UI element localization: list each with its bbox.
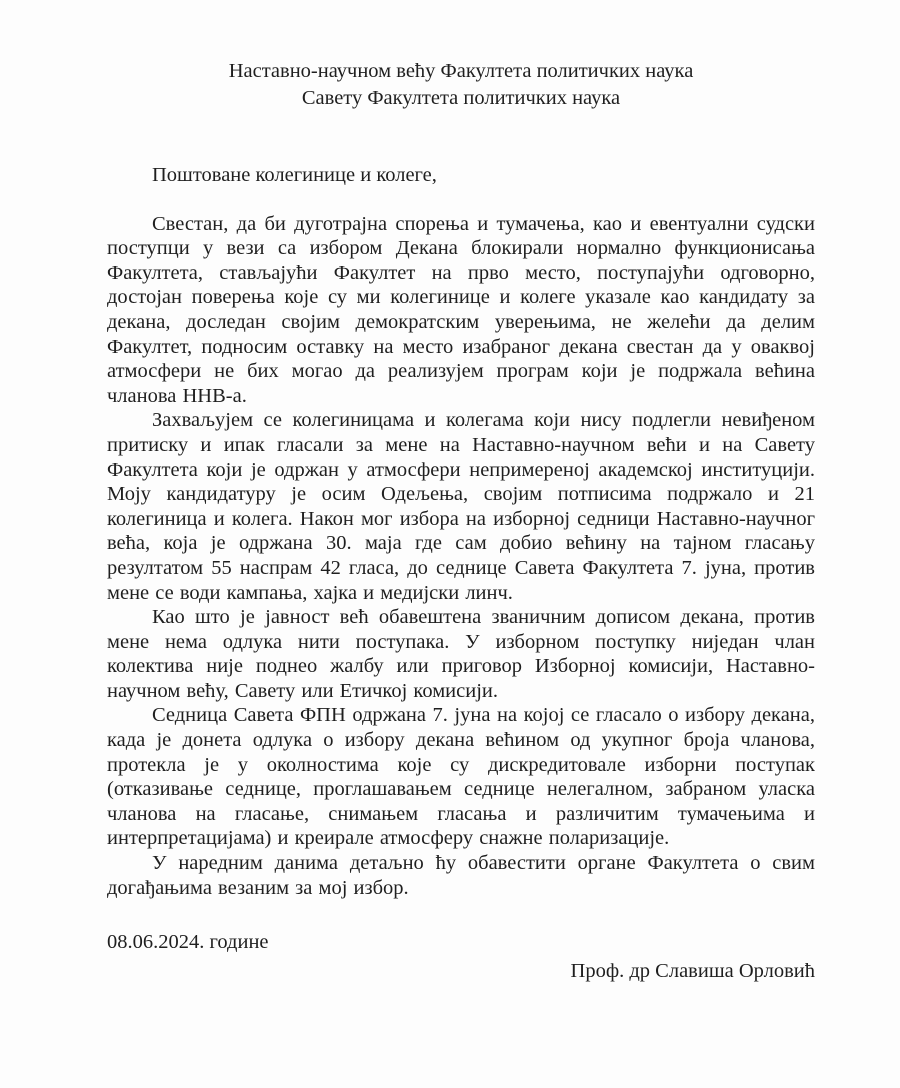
- paragraph-closing: У наредним данима детаљно ћу обавестити органе Факултета о свим догађањима везаним за мој избор.: [107, 852, 815, 899]
- paragraph-gratitude: Захваљујем се колегиницама и колегама који нису подлегли невиђеном притиску и ипак гласали за мене на Наставно-научном већи и на Савету Факултета који је одржан у атмосфери непримереној академској институцији. Моју кандидатуру је осим Одељења, својим потписима подржало и 21 колегиница и колега. Након мог избора на изборној седници Наставно-научног већа, која је одржана 30. маја где сам добио већину на тајном гласању резултатом 55 наспрам 42 гласа, до седнице Савета Факултета 7. јуна, против мене се води кампања, хајка и медијски линч.: [107, 409, 815, 604]
- addressee-line-1: Наставно-научном већу Факултета политичких наука: [228, 60, 694, 82]
- paragraph-resignation: Свестан, да би дуготрајна спорења и тумачења, као и евентуални судски поступци у вези са избором Декана блокирали нормално функционисања Факултета, стављајући Факултет на прво место, поступајући одговорно, достојан поверења које су ми колегинице и колеге указале као кандидату за декана, доследан својим демократским уверењима, не желећи да делим Факултет, подносим оставку на место изабраног декана свестан да у оваквој атмосфери не бих могао да реализујем програм који је подржала већина чланова ННВ-а.: [107, 212, 815, 407]
- signature: Проф. др Славиша Орловић: [570, 959, 815, 982]
- salutation: Поштоване колегинице и колеге,: [152, 164, 437, 186]
- letter-addressees: [107, 58, 815, 112]
- date-line: 08.06.2024. године: [107, 931, 269, 954]
- paragraph-council-session: Седница Савета ФПН одржана 7. јуна на којој се гласало о избору декана, када је донета одлука о избору декана већином од укупног броја чланова, протекла је у околностима које су дискредитовале изборни поступак (отказивање седнице, проглашавањем седнице нелегалном, забраном уласка чланова на гласање, снимањем гласања и различитим тумачењима и интерпретацијама) и креирале атмосферу снажне поларизације.: [107, 704, 815, 850]
- paragraph-no-complaints: Као што је јавност већ обавештена званичним дописом декана, против мене нема одлука нити поступака. У изборном поступку ниједан члан колектива није поднео жалбу или приговор Изборној комисији, Наставно-научном већу, Савету или Етичкој комисији.: [107, 606, 815, 702]
- addressee-line-2: Савету Факултета политичких наука: [301, 87, 621, 109]
